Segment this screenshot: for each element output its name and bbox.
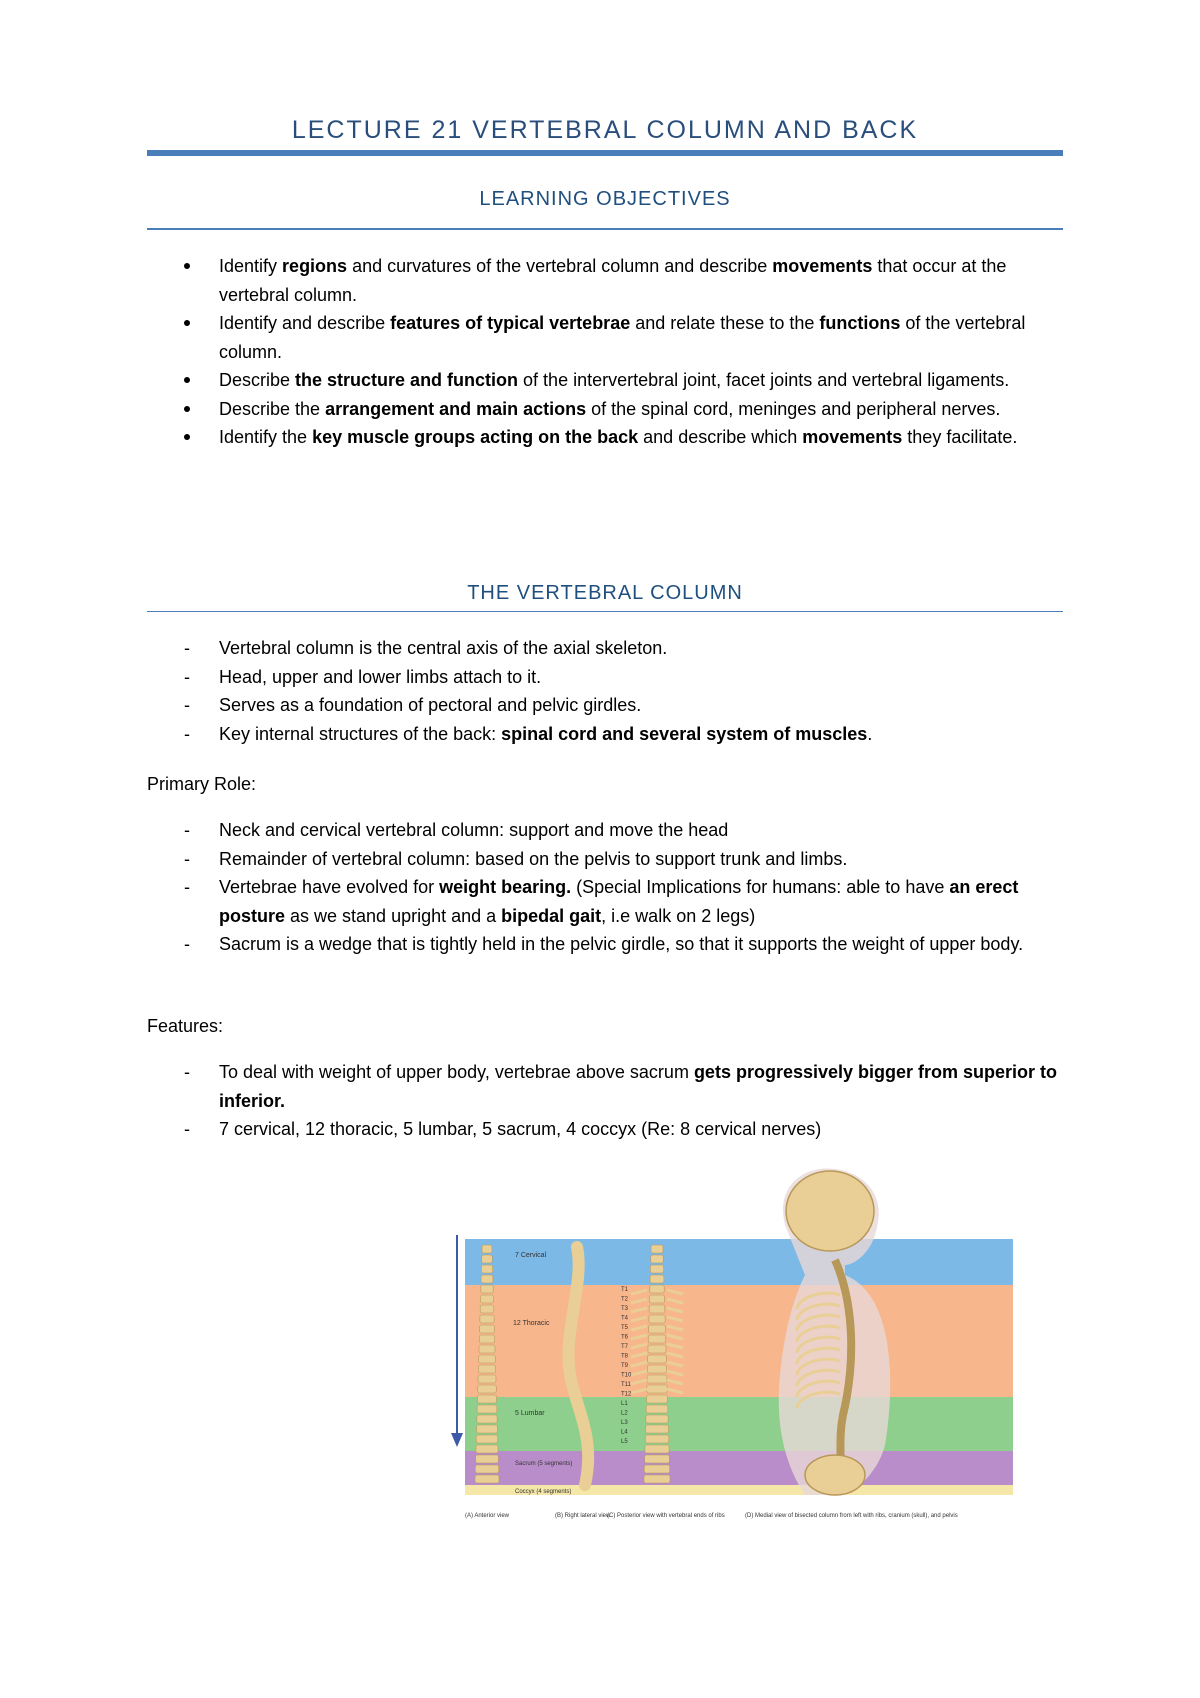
- text: Describe: [219, 370, 296, 390]
- vertebra-shape: [646, 1405, 668, 1413]
- vertebra-shape: [476, 1445, 498, 1453]
- vertebra-shape: [481, 1275, 493, 1283]
- vertebra-label: T9: [621, 1363, 629, 1369]
- vertebra-shape: [649, 1295, 664, 1303]
- vertebra-shape: [646, 1395, 667, 1403]
- vertebra-shape: [649, 1305, 665, 1313]
- bold-text: the structure and function: [295, 370, 519, 390]
- learning-objectives-heading: LEARNING OBJECTIVES: [479, 188, 731, 210]
- text: Identify the: [219, 427, 313, 447]
- list-item: [147, 873, 1063, 930]
- list-item: [147, 423, 1063, 452]
- text: .: [867, 723, 873, 744]
- text: of the spinal cord, meninges and peripheral nerves.: [586, 398, 1001, 419]
- vertebra-label: T1: [621, 1287, 629, 1293]
- list-item: [147, 366, 1063, 395]
- caption-c: (C) Posterior view with vertebral ends of ribs: [607, 1513, 725, 1519]
- text: as we stand upright and a: [285, 905, 502, 926]
- bold-text: key muscle groups acting on the back: [312, 427, 639, 447]
- vertebra-label: T6: [621, 1334, 629, 1341]
- text: and describe which: [638, 427, 803, 447]
- title-underline: [147, 150, 1063, 156]
- vertebral-column-rule: [147, 611, 1063, 612]
- vertebra-label: T11: [621, 1382, 631, 1388]
- vertebra-shape: [478, 1365, 495, 1373]
- label-thoracic: 12 Thoracic: [513, 1320, 550, 1327]
- bold-text: movements: [772, 256, 873, 276]
- vertebra-shape: [650, 1265, 663, 1273]
- bold-text: spinal cord and several system of muscles: [501, 723, 868, 744]
- vertebra-label: L5: [621, 1439, 628, 1445]
- vertebra-shape: [650, 1285, 664, 1293]
- dash-marker: -: [184, 820, 190, 840]
- list-item: [147, 634, 1063, 663]
- dash-marker: -: [184, 934, 190, 954]
- vertebra-shape: [649, 1325, 666, 1333]
- vertebra-shape: [478, 1385, 497, 1393]
- vertebra-shape: [647, 1385, 668, 1393]
- bold-text: functions: [819, 313, 901, 333]
- list-item: [147, 720, 1063, 749]
- list-item: [147, 691, 1063, 720]
- vertebra-shape: [482, 1255, 493, 1263]
- vertebra-label: L1: [621, 1401, 628, 1407]
- list-item: [147, 663, 1063, 692]
- label-coccyx: Coccyx (4 segments): [515, 1489, 572, 1495]
- vertebra-shape: [645, 1455, 670, 1463]
- vertebra-shape: [647, 1375, 667, 1383]
- vertebra-label: T7: [621, 1344, 629, 1350]
- list-item: [147, 1058, 1063, 1115]
- dash-marker: -: [184, 723, 190, 744]
- skull-shape: [786, 1171, 874, 1251]
- vertebra-shape: [480, 1315, 494, 1323]
- text: they facilitate.: [902, 427, 1018, 447]
- text: Neck and cervical vertebral column: support and move the head: [219, 820, 729, 840]
- bold-text: bipedal gait: [501, 905, 602, 926]
- text: Sacrum is a wedge that is tightly held in the pelvic girdle, so that it supports the weight of upper body.: [219, 934, 1024, 954]
- vertebra-label: T3: [621, 1306, 629, 1312]
- bullet-marker: [184, 263, 190, 269]
- vertebra-shape: [646, 1425, 669, 1433]
- vertebra-shape: [477, 1415, 497, 1423]
- vertebra-shape: [651, 1255, 664, 1263]
- bold-text: movements: [802, 427, 903, 447]
- text: Vertebrae have evolved for: [219, 877, 440, 897]
- text: (Special Implications for humans: able to have: [571, 877, 950, 897]
- vertebral-intro-list: [147, 634, 1063, 748]
- text: of the intervertebral joint, facet joints and vertebral ligaments.: [518, 370, 1010, 390]
- vertebra-shape: [477, 1405, 497, 1413]
- list-item: [147, 1115, 1063, 1144]
- dash-marker: -: [184, 1119, 190, 1139]
- features-list: [147, 1058, 1063, 1144]
- vertebra-shape: [648, 1355, 667, 1363]
- text: 7 cervical, 12 thoracic, 5 lumbar, 5 sacrum, 4 coccyx (Re: 8 cervical nerves): [219, 1119, 822, 1139]
- text: Identify and describe: [219, 313, 391, 333]
- lumbar-band: [465, 1397, 1013, 1451]
- dash-marker: -: [184, 695, 190, 715]
- vertebra-label: T5: [621, 1325, 629, 1331]
- vertebra-label: T2: [621, 1296, 629, 1303]
- vertebra-shape: [476, 1435, 498, 1443]
- vertebra-shape: [644, 1475, 670, 1483]
- dash-marker: -: [184, 848, 190, 869]
- vertebra-shape: [480, 1305, 494, 1313]
- vertebra-label: L2: [621, 1410, 628, 1417]
- vertebra-shape: [648, 1345, 666, 1353]
- vertebra-shape: [482, 1245, 492, 1253]
- primary-role-list: [147, 816, 1063, 959]
- bullet-marker: [184, 377, 190, 383]
- medial-view-body: [779, 1168, 890, 1495]
- bullet-marker: [184, 320, 190, 326]
- vertebra-shape: [481, 1265, 492, 1273]
- learning-objectives-rule: [147, 228, 1063, 230]
- vertebra-shape: [644, 1465, 669, 1473]
- list-item: [147, 252, 1063, 309]
- vertebra-shape: [650, 1275, 664, 1283]
- vertebra-shape: [478, 1375, 496, 1383]
- down-arrow-head: [451, 1433, 463, 1447]
- vertebra-shape: [651, 1245, 663, 1253]
- bullet-marker: [184, 434, 190, 440]
- bold-text: arrangement and main actions: [325, 398, 587, 419]
- list-item: [147, 930, 1063, 959]
- text: To deal with weight of upper body, vertebrae above sacrum: [219, 1062, 694, 1082]
- thoracic-band: [465, 1285, 1013, 1397]
- vertebra-label: T12: [621, 1391, 632, 1398]
- text: of the vertebral column.: [219, 313, 1026, 362]
- list-item: [147, 309, 1063, 366]
- text: Remainder of vertebral column: based on the pelvis to support trunk and limbs.: [219, 848, 848, 869]
- vertebra-shape: [479, 1355, 496, 1363]
- pelvis-shape: [805, 1455, 865, 1495]
- cervical-band: [465, 1239, 1013, 1285]
- sacrum-band: [465, 1451, 1013, 1485]
- text: Head, upper and lower limbs attach to it.: [219, 666, 542, 687]
- text: Key internal structures of the back:: [219, 723, 502, 744]
- vertebra-label: L3: [621, 1420, 628, 1426]
- text: Identify: [219, 256, 283, 276]
- bold-text: weight bearing.: [439, 877, 572, 897]
- vertebra-shape: [475, 1475, 499, 1483]
- dash-marker: -: [184, 877, 190, 897]
- caption-b: (B) Right lateral view: [555, 1513, 611, 1519]
- learning-objectives-list: [147, 252, 1063, 452]
- vertebra-shape: [479, 1345, 495, 1353]
- vertebra-shape: [647, 1365, 666, 1373]
- text: Serves as a foundation of pectoral and pelvic girdles.: [219, 695, 642, 715]
- vertebra-label: T10: [621, 1372, 632, 1379]
- primary-role-label: Primary Role:: [147, 774, 257, 794]
- bold-text: regions: [282, 256, 348, 276]
- vertebra-shape: [646, 1415, 668, 1423]
- list-item: [147, 816, 1063, 845]
- vertebra-shape: [645, 1445, 669, 1453]
- vertebra-shape: [479, 1335, 494, 1343]
- dash-marker: -: [184, 1062, 190, 1082]
- bold-text: gets progressively bigger from superior to inferior.: [219, 1062, 1058, 1111]
- vertebra-label: T8: [621, 1353, 629, 1360]
- vertebra-shape: [480, 1325, 495, 1333]
- vertebra-shape: [645, 1435, 669, 1443]
- vertebra-shape: [480, 1295, 493, 1303]
- dash-marker: -: [184, 638, 190, 658]
- vertebra-label: T4: [621, 1315, 629, 1322]
- text: that occur at the vertebral column.: [219, 256, 1007, 305]
- text: and relate these to the: [630, 313, 820, 333]
- dash-marker: -: [184, 666, 190, 687]
- features-label: Features:: [147, 1016, 224, 1036]
- text: , i.e walk on 2 legs): [601, 905, 756, 926]
- text: Vertebral column is the central axis of the axial skeleton.: [219, 638, 668, 658]
- vertebra-shape: [648, 1335, 665, 1343]
- list-item: [147, 845, 1063, 874]
- bullet-marker: [184, 406, 190, 412]
- label-cervical: 7 Cervical: [515, 1252, 547, 1259]
- vertebra-shape: [476, 1455, 499, 1463]
- label-sacrum: Sacrum (5 segments): [515, 1461, 573, 1467]
- bold-text: an erect posture: [219, 877, 1019, 926]
- page-title: LECTURE 21 VERTEBRAL COLUMN AND BACK: [291, 116, 919, 144]
- vertebral-column-figure: [425, 1165, 1013, 1550]
- vertebra-shape: [649, 1315, 665, 1323]
- vertebra-label: L4: [621, 1429, 628, 1436]
- label-lumbar: 5 Lumbar: [515, 1410, 545, 1417]
- text: and curvatures of the vertebral column and describe: [347, 256, 773, 276]
- vertebra-shape: [477, 1425, 498, 1433]
- caption-a: (A) Anterior view: [465, 1513, 510, 1519]
- list-item: [147, 395, 1063, 424]
- vertebra-shape: [481, 1285, 493, 1293]
- caption-d: (D) Medial view of bisected column from left with ribs, cranium (skull), and pelvis: [745, 1513, 958, 1519]
- text: Describe the: [219, 398, 326, 419]
- vertebra-shape: [475, 1465, 498, 1473]
- vertebra-shape: [477, 1395, 496, 1403]
- vertebral-column-heading: THE VERTEBRAL COLUMN: [467, 582, 743, 604]
- bold-text: features of typical vertebrae: [390, 313, 631, 333]
